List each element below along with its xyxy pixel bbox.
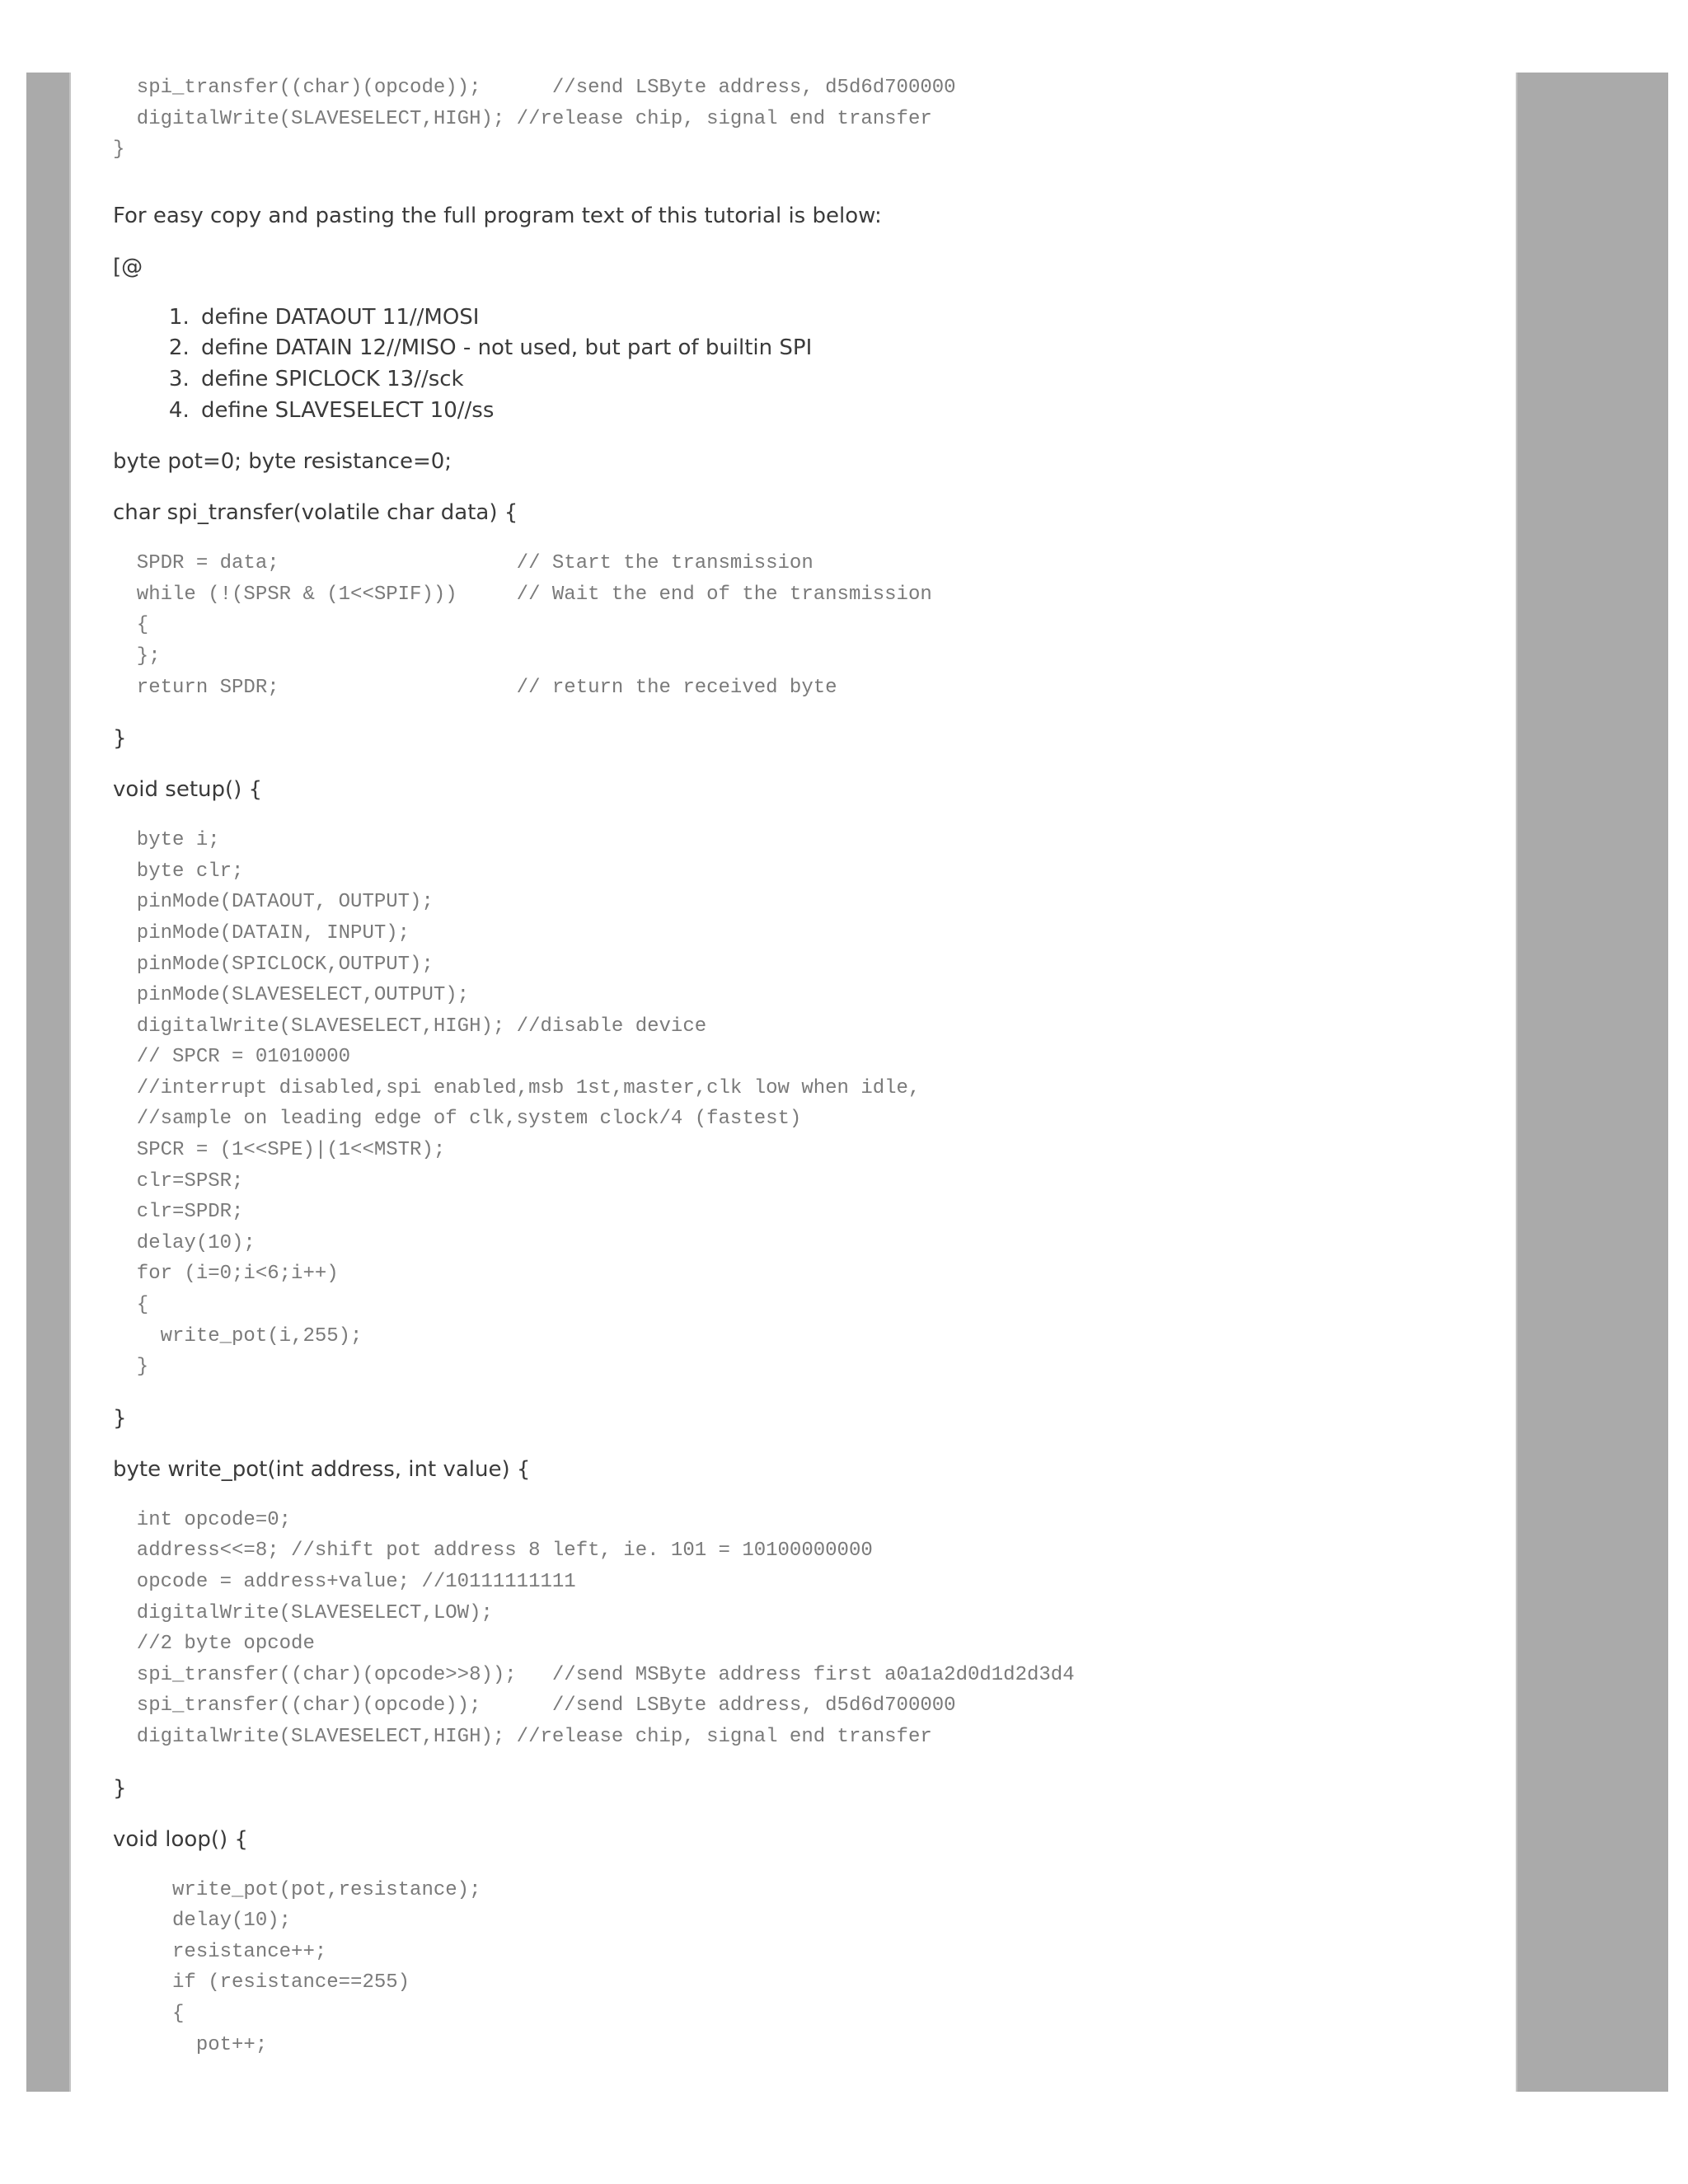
setup-body (113, 825, 1498, 1383)
code-line: //interrupt disabled,spi enabled,msb 1st,master,clk low when idle, (113, 1076, 921, 1099)
code-line: write_pot(pot,resistance); (113, 1878, 481, 1901)
define-item: 1. define DATAOUT 11//MOSI (196, 302, 1498, 334)
code-line: spi_transfer((char)(opcode)); //send LSByte address, d5d6d700000 (113, 1694, 956, 1718)
code-line: pinMode(SLAVESELECT,OUTPUT); (113, 984, 470, 1007)
spi-transfer-signature: char spi_transfer(volatile char data) { (113, 500, 518, 526)
code-line: write_pot(i,255); (113, 1324, 363, 1347)
code-line: pinMode(DATAIN, INPUT); (113, 921, 410, 944)
top-code-snippet (113, 73, 1498, 166)
loop-body (113, 1875, 1498, 2061)
left-sidebar (26, 73, 71, 2092)
define-item: 3. define SPICLOCK 13//sck (196, 364, 1498, 396)
spi-transfer-body (113, 548, 1498, 703)
write-pot-signature: byte write_pot(int address, int value) { (113, 1456, 531, 1482)
code-line: pinMode(DATAOUT, OUTPUT); (113, 891, 434, 914)
code-line: spi_transfer((char)(opcode)); //send LSByte address, d5d6d700000 (113, 77, 956, 99)
write-pot-closing-brace: } (113, 1775, 127, 1801)
code-line: //2 byte opcode (113, 1633, 315, 1656)
define-item: 4. define SLAVESELECT 10//ss (196, 396, 1498, 427)
code-line: digitalWrite(SLAVESELECT,HIGH); //disable device (113, 1015, 707, 1038)
code-line: digitalWrite(SLAVESELECT,HIGH); //release chip, signal end transfer (113, 1725, 932, 1748)
right-sidebar (1516, 73, 1668, 2092)
intro-paragraph: For easy copy and pasting the full program text of this tutorial is below: (113, 203, 882, 228)
article-content (113, 73, 1498, 2060)
write-pot-body (113, 1505, 1498, 1753)
define-list (113, 302, 1498, 426)
code-line: pot++; (113, 2033, 268, 2056)
code-line: for (i=0;i<6;i++) (113, 1263, 339, 1286)
code-line: pinMode(SPICLOCK,OUTPUT); (113, 953, 434, 976)
globals-line: byte pot=0; byte resistance=0; (113, 449, 452, 475)
setup-signature: void setup() { (113, 777, 263, 803)
code-line: // SPCR = 01010000 (113, 1046, 351, 1069)
code-line: byte i; (113, 829, 220, 852)
loop-signature: void loop() { (113, 1826, 248, 1852)
code-line: } (113, 138, 125, 162)
code-line: SPDR = data; // Start the transmission (113, 552, 814, 575)
code-line: int opcode=0; (113, 1508, 292, 1531)
code-line: if (resistance==255) (113, 1971, 410, 1994)
define-item: 2. define DATAIN 12//MISO - not used, but part of builtin SPI (196, 333, 1498, 364)
code-line: { (113, 1294, 149, 1317)
code-line: resistance++; (113, 1940, 327, 1963)
code-line: address<<=8; //shift pot address 8 left, ie. 101 = 10100000000 (113, 1540, 873, 1563)
code-line: SPCR = (1<<SPE)|(1<<MSTR); (113, 1139, 446, 1162)
code-line: } (113, 1356, 149, 1379)
spi-transfer-closing-brace: } (113, 726, 127, 752)
code-line: spi_transfer((char)(opcode>>8)); //send MSByte address first a0a1a2d0d1d2d3d4 (113, 1663, 1075, 1686)
code-line: while (!(SPSR & (1<<SPIF))) // Wait the end of the transmission (113, 583, 932, 606)
code-line: { (113, 614, 149, 637)
setup-closing-brace: } (113, 1405, 127, 1431)
code-line: byte clr; (113, 860, 244, 883)
code-line: opcode = address+value; //10111111111 (113, 1571, 576, 1593)
code-line: clr=SPDR; (113, 1201, 244, 1224)
code-line: { (113, 2002, 185, 2025)
code-line: digitalWrite(SLAVESELECT,HIGH); //release chip, signal end transfer (113, 107, 932, 130)
code-line: clr=SPSR; (113, 1169, 244, 1193)
code-line: delay(10); (113, 1910, 292, 1933)
code-line: delay(10); (113, 1231, 256, 1254)
code-line: digitalWrite(SLAVESELECT,LOW); (113, 1601, 493, 1624)
code-line: return SPDR; // return the received byte (113, 676, 837, 699)
code-line: }; (113, 644, 161, 668)
code-open-marker: [@ (113, 254, 143, 279)
code-line: //sample on leading edge of clk,system clock/4 (fastest) (113, 1108, 802, 1131)
